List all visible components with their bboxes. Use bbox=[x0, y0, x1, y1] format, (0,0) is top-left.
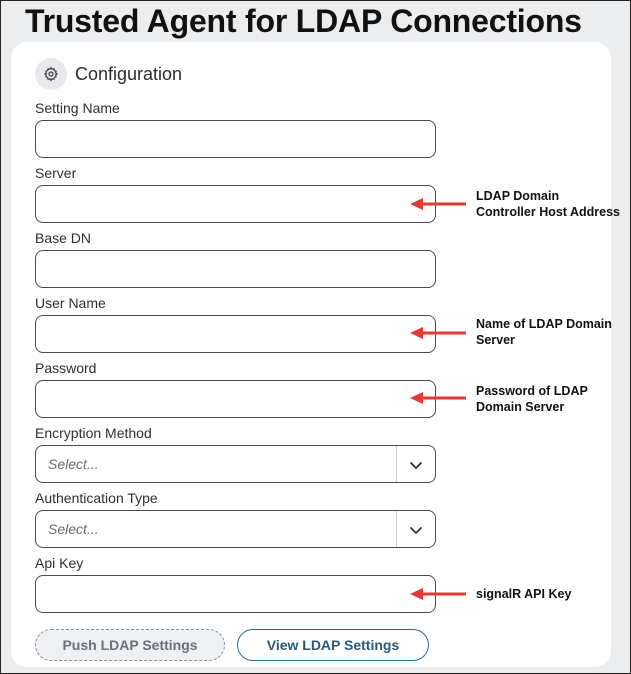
server-annotation bbox=[476, 188, 620, 220]
encryption-method-select[interactable] bbox=[35, 445, 436, 483]
annotation-line: Password of LDAP bbox=[476, 384, 588, 398]
api-key-label: Api Key bbox=[35, 555, 84, 571]
annotation-arrow-icon bbox=[409, 326, 467, 340]
authentication-type-select[interactable] bbox=[35, 510, 436, 548]
card-title: Configuration bbox=[75, 63, 183, 84]
gear-icon bbox=[35, 58, 67, 90]
select-divider bbox=[396, 511, 397, 547]
chevron-down-icon[interactable] bbox=[408, 522, 424, 538]
annotation-arrow-icon bbox=[409, 391, 467, 405]
api-key-annotation bbox=[476, 586, 571, 602]
annotation-arrow-icon bbox=[409, 587, 467, 601]
annotation-arrow-icon bbox=[409, 197, 467, 211]
server-label: Server bbox=[35, 165, 77, 181]
view-ldap-settings-button[interactable]: View LDAP Settings bbox=[237, 629, 429, 661]
annotation-line: Server bbox=[476, 333, 515, 347]
push-ldap-settings-button[interactable]: Push LDAP Settings bbox=[35, 629, 225, 661]
annotation-line: LDAP Domain bbox=[476, 189, 560, 203]
setting-name-input[interactable] bbox=[35, 120, 436, 158]
encryption-method-label: Encryption Method bbox=[35, 425, 152, 441]
card-header bbox=[35, 58, 182, 90]
api-key-input[interactable] bbox=[35, 575, 436, 613]
select-divider bbox=[396, 446, 397, 482]
annotation-line: signalR API Key bbox=[476, 587, 572, 601]
server-input[interactable] bbox=[35, 185, 436, 223]
user-name-annotation bbox=[476, 316, 612, 348]
base-dn-label: Base DN bbox=[35, 230, 92, 246]
password-input[interactable] bbox=[35, 380, 436, 418]
encryption-method-placeholder: Select... bbox=[48, 456, 99, 472]
chevron-down-icon[interactable] bbox=[408, 457, 424, 473]
annotation-line: Controller Host Address bbox=[476, 205, 621, 219]
user-name-input[interactable] bbox=[35, 315, 436, 353]
configuration-card bbox=[11, 42, 611, 667]
setting-name-label: Setting Name bbox=[35, 100, 120, 116]
annotation-line: Name of LDAP Domain bbox=[476, 317, 612, 331]
user-name-label: User Name bbox=[35, 295, 106, 311]
page-title: Trusted Agent for LDAP Connections bbox=[25, 3, 582, 39]
annotation-line: Domain Server bbox=[476, 400, 565, 414]
base-dn-input[interactable] bbox=[35, 250, 436, 288]
authentication-type-label: Authentication Type bbox=[35, 490, 158, 506]
password-label: Password bbox=[35, 360, 97, 376]
authentication-type-placeholder: Select... bbox=[48, 521, 99, 537]
password-annotation bbox=[476, 383, 588, 415]
